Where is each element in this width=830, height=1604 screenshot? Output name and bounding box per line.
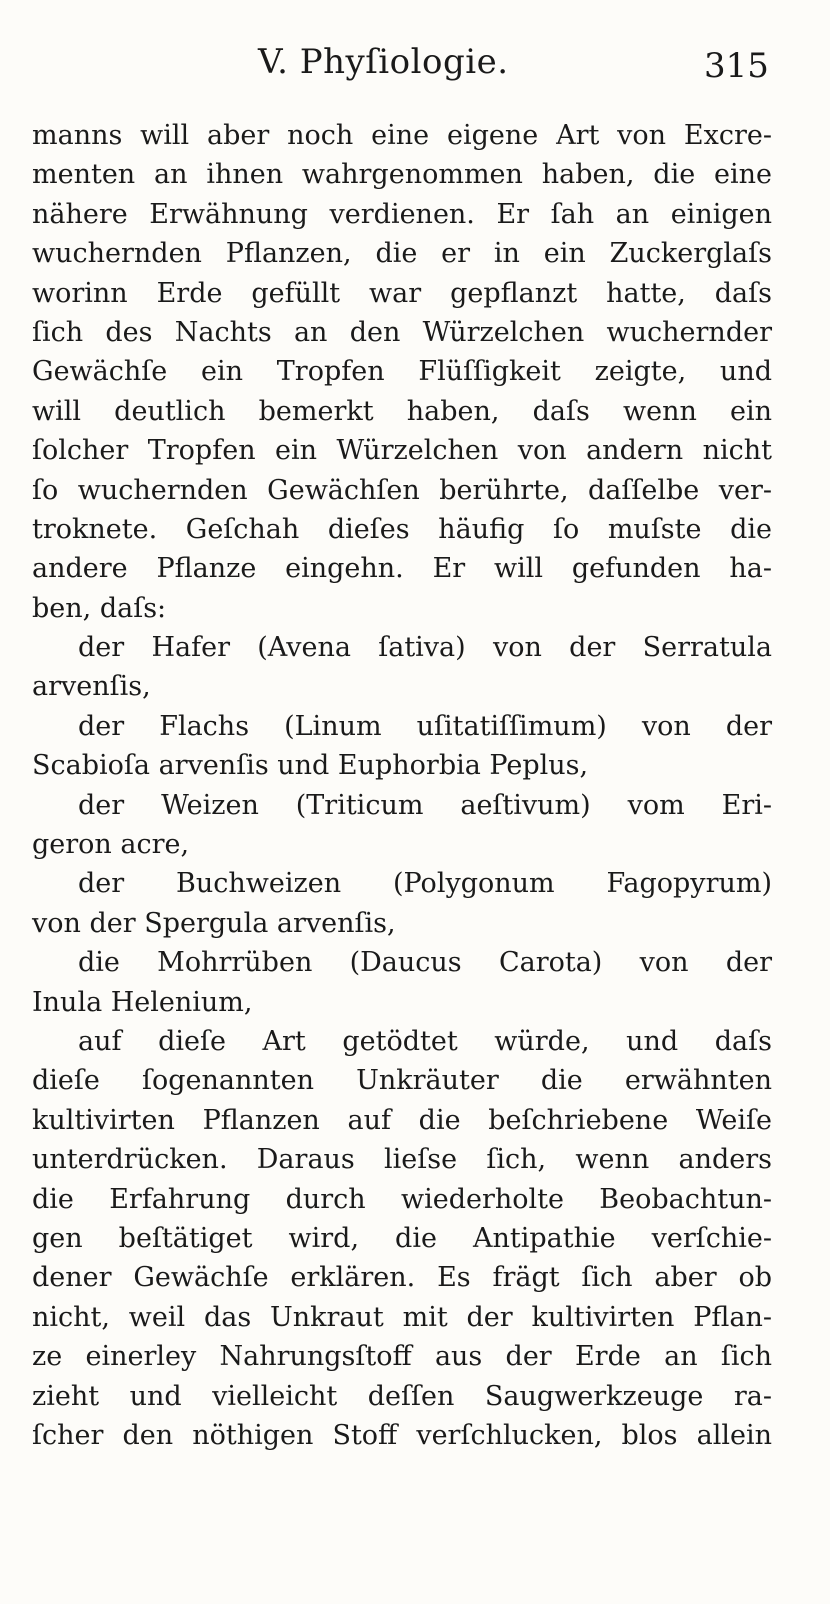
text-line: dener Gewächſe erklären. Es frägt ſich aber ob	[32, 1262, 772, 1294]
page-header	[0, 38, 830, 98]
text-line: zieht und vielleicht deſſen Saugwerkzeuge ra-	[32, 1380, 772, 1412]
text-line: ze einerley Nahrungsſtoff aus der Erde an ſich	[32, 1341, 772, 1373]
text-line: manns will aber noch eine eigene Art von Excre-	[32, 120, 772, 151]
text-line: ſo wuchernden Gewächſen berührte, daſſelbe ver-	[32, 474, 772, 506]
list-line: arvenſis,	[32, 671, 151, 703]
text-line: worinn Erde gefüllt war gepflanzt hatte, daſs	[32, 277, 772, 309]
text-line: andere Pflanze eingehn. Er will gefunden ha-	[32, 553, 772, 585]
text-line: nicht, weil das Unkraut mit der kultivirten Pflan-	[32, 1301, 772, 1333]
page-number: 315	[704, 46, 769, 86]
list-line: der Hafer (Avena ſativa) von der Serratula	[78, 632, 772, 664]
list-line: von der Spergula arvenſis,	[32, 907, 396, 939]
text-line: wuchernden Pflanzen, die er in ein Zuckerglaſs	[32, 238, 772, 270]
text-line: ſich des Nachts an den Würzelchen wuchernder	[32, 316, 772, 348]
list-line: geron acre,	[32, 829, 190, 861]
list-line: Inula Helenium,	[32, 986, 253, 1018]
text-line: ben, daſs:	[32, 592, 167, 624]
text-line: will deutlich bemerkt haben, daſs wenn ein	[32, 395, 772, 427]
list-line: der Flachs (Linum uſitatiſſimum) von der	[78, 710, 772, 742]
text-line: troknete. Geſchah dieſes häufig ſo muſste die	[32, 513, 772, 545]
text-line: kultivirten Pflanzen auf die beſchriebene Weiſe	[32, 1104, 772, 1136]
list-line: Scabioſa arvenſis und Euphorbia Peplus,	[32, 750, 589, 782]
text-line: unterdrücken. Daraus lieſse ſich, wenn anders	[32, 1144, 772, 1176]
list-line: der Weizen (Triticum aeſtivum) vom Eri-	[78, 789, 772, 821]
text-line: Gewächſe ein Tropfen Flüſſigkeit zeigte, und	[32, 356, 772, 388]
text-line: dieſe ſogenannten Unkräuter die erwähnten	[32, 1065, 772, 1097]
text-line: ſolcher Tropfen ein Würzelchen von andern nicht	[32, 435, 772, 467]
text-line: auf dieſe Art getödtet würde, und daſs	[78, 1025, 772, 1057]
text-line: die Erfahrung durch wiederholte Beobachtun-	[32, 1183, 772, 1215]
list-line: die Mohrrüben (Daucus Carota) von der	[78, 947, 772, 979]
text-line: gen beſtätiget wird, die Antipathie verſchie-	[32, 1222, 772, 1254]
body-text	[32, 116, 772, 1455]
running-head: V. Phyſiologie.	[258, 42, 509, 82]
text-line: ſcher den nöthigen Stoff verſchlucken, blos allein	[32, 1419, 772, 1451]
list-line: der Buchweizen (Polygonum Fagopyrum)	[78, 868, 772, 900]
text-line: nähere Erwähnung verdienen. Er ſah an einigen	[32, 198, 772, 230]
text-line: menten an ihnen wahrgenommen haben, die eine	[32, 159, 772, 191]
